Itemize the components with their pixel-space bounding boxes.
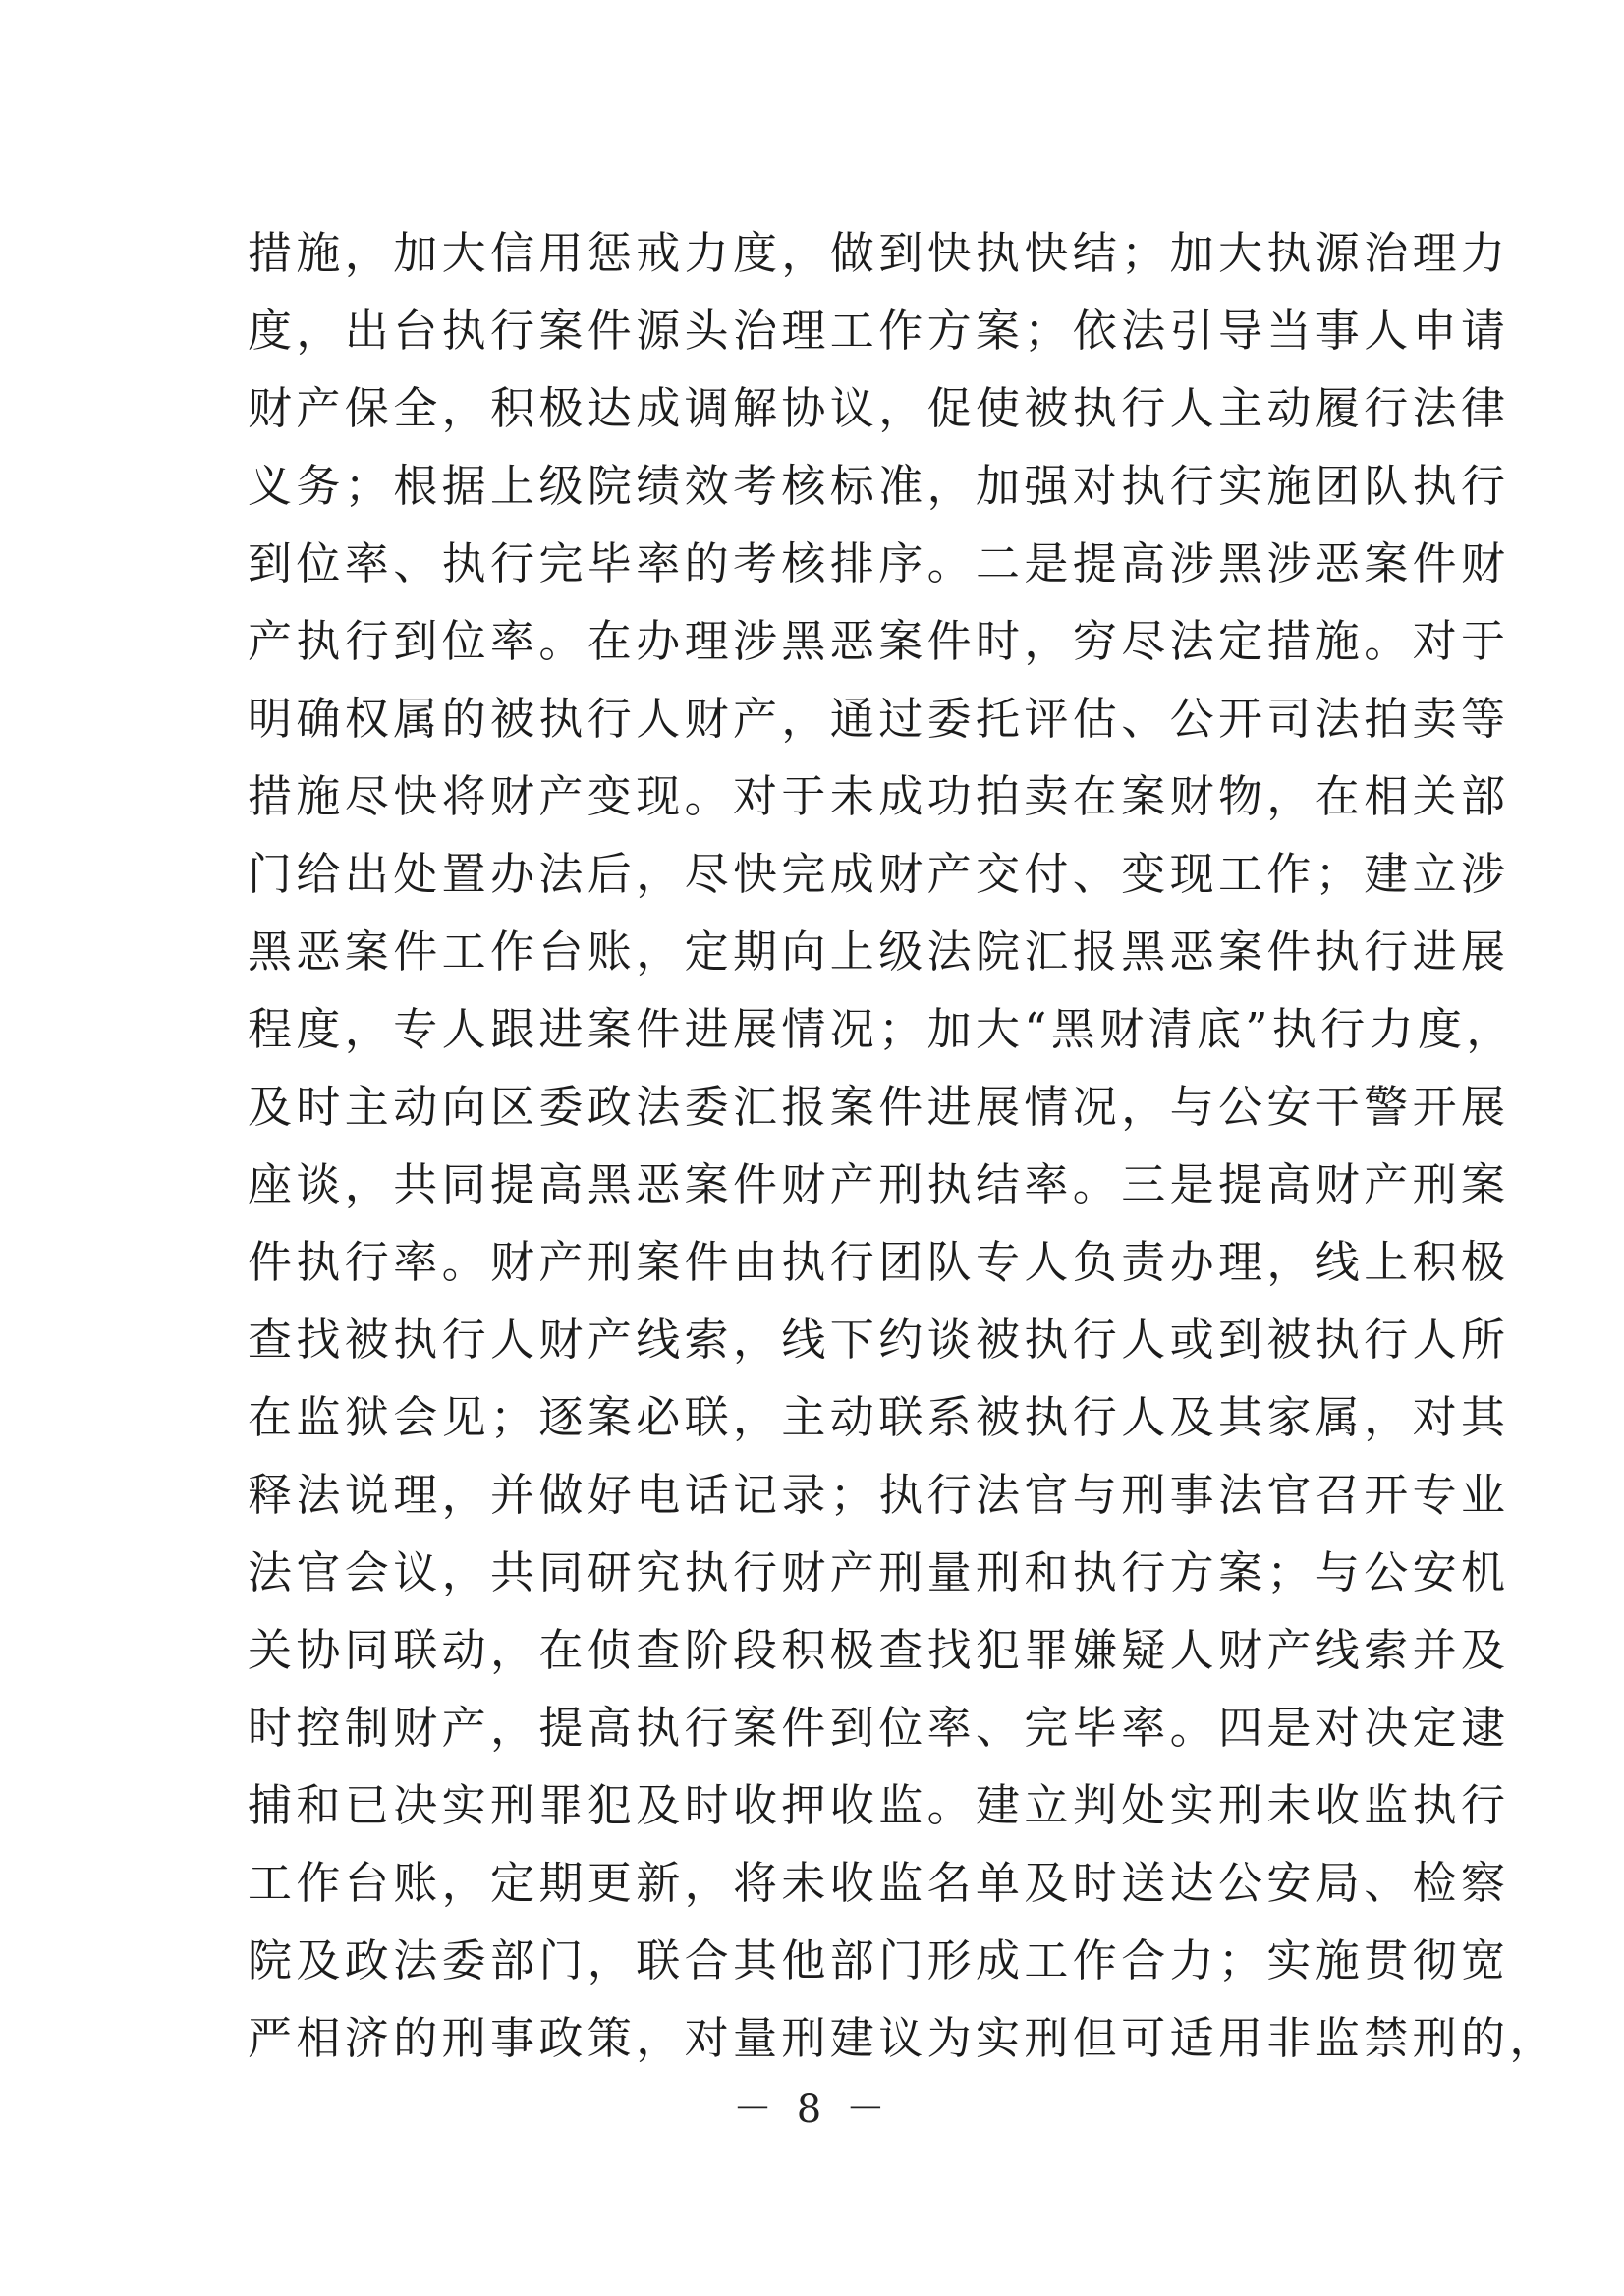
text-line-21: 捕和已决实刑罪犯及时收押收监。建立判处实刑未收监执行 [248,1779,1510,1831]
text-line-1: 措施，加大信用惩戒力度，做到快执快结；加大执源治理力 [248,227,1510,279]
text-line-8: 措施尽快将财产变现。对于未成功拍卖在案财物，在相关部 [248,770,1510,822]
text-line-22: 工作台账，定期更新，将未收监名单及时送达公安局、检察 [248,1857,1510,1909]
text-line-7: 明确权属的被执行人财产，通过委托评估、公开司法拍卖等 [248,693,1510,745]
text-line-20: 时控制财产，提高执行案件到位率、完毕率。四是对决定逮 [248,1702,1510,1754]
text-line-17: 释法说理，并做好电话记录；执行法官与刑事法官召开专业 [248,1469,1510,1521]
text-line-15: 查找被执行人财产线索，线下约谈被执行人或到被执行人所 [248,1314,1510,1366]
text-line-4: 义务；根据上级院绩效考核标准，加强对执行实施团队执行 [248,460,1510,512]
text-line-24: 严相济的刑事政策，对量刑建议为实刑但可适用非监禁刑的， [248,2012,1558,2064]
text-line-3: 财产保全，积极达成调解协议，促使被执行人主动履行法律 [248,382,1510,434]
text-line-11: 程度，专人跟进案件进展情况；加大“黑财清底”执行力度， [248,1003,1515,1055]
text-line-13: 座谈，共同提高黑恶案件财产刑执结率。三是提高财产刑案 [248,1158,1510,1210]
text-line-9: 门给出处置办法后，尽快完成财产交付、变现工作；建立涉 [248,848,1510,900]
page-number: － 8 － [733,2087,891,2132]
text-line-18: 法官会议，共同研究执行财产刑量刑和执行方案；与公安机 [248,1546,1510,1598]
text-line-10: 黑恶案件工作台账，定期向上级法院汇报黑恶案件执行进展 [248,925,1510,978]
body-text [248,214,1558,2077]
text-line-19: 关协同联动，在侦查阶段积极查找犯罪嫌疑人财产线索并及 [248,1624,1510,1676]
text-line-5: 到位率、执行完毕率的考核排序。二是提高涉黑涉恶案件财 [248,537,1510,589]
text-line-23: 院及政法委部门，联合其他部门形成工作合力；实施贯彻宽 [248,1934,1510,1987]
text-line-6: 产执行到位率。在办理涉黑恶案件时，穷尽法定措施。对于 [248,615,1510,667]
text-line-14: 件执行率。财产刑案件由执行团队专人负责办理，线上积极 [248,1236,1510,1288]
text-line-16: 在监狱会见；逐案必联，主动联系被执行人及其家属，对其 [248,1391,1510,1443]
text-line-12: 及时主动向区委政法委汇报案件进展情况，与公安干警开展 [248,1081,1510,1133]
text-line-2: 度，出台执行案件源头治理工作方案；依法引导当事人申请 [248,305,1510,357]
